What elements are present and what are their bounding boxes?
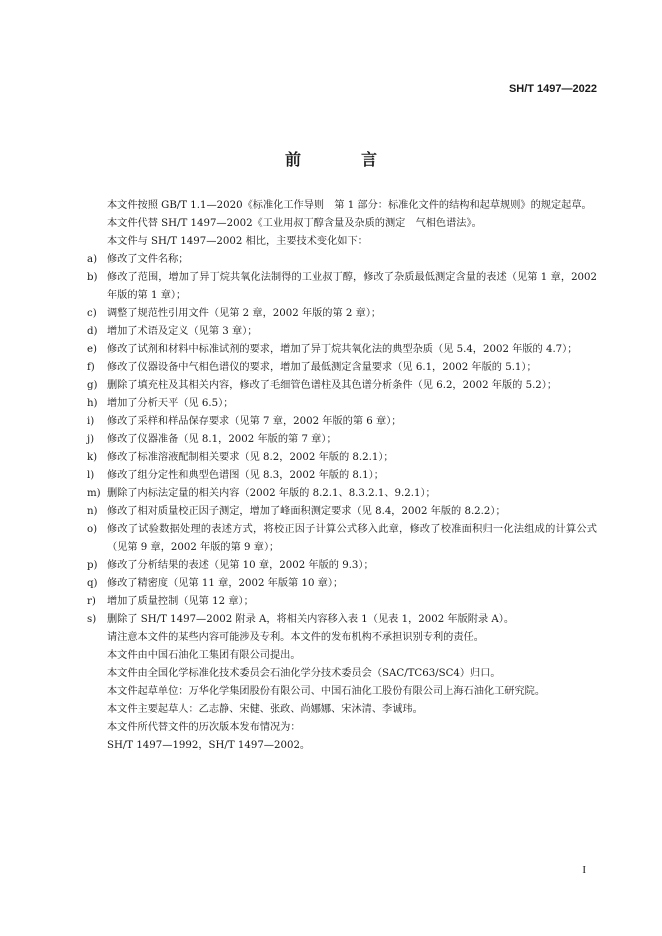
change-item <box>87 377 597 395</box>
change-item <box>87 593 597 611</box>
paragraph-replaces: 本文件代替 SH/T 1497—2002《工业用叔丁醇含量及杂质的测定 气相色谱法》。 <box>107 218 482 229</box>
item-marker: l) <box>87 470 95 481</box>
centralizer-statement: 本文件由全国化学标准化技术委员会石油化学分技术委员会（SAC/TC63/SC4）归口。 <box>107 668 501 679</box>
item-marker: p) <box>87 560 98 571</box>
item-marker: d) <box>87 326 98 337</box>
item-text: 修改了分析结果的表述（见第 10 章，2002 年版的 9.3）； <box>107 560 374 571</box>
paragraph-changes-intro: 本文件与 SH/T 1497—2002 相比，主要技术变化如下： <box>107 236 368 247</box>
change-item <box>87 305 597 323</box>
item-text: 删除了 SH/T 1497—2002 附录 A，将相关内容移入表 1（见表 1，2002 年版附录 A）。 <box>107 614 515 625</box>
change-item <box>87 395 597 413</box>
item-text: 修改了试验数据处理的表述方式，将校正因子计算公式移入此章，修改了校准面积归一化法组成的计算公式（见第 9 章，2002 年版的第 9 章）； <box>107 524 597 553</box>
item-text: 修改了采样和样品保存要求（见第 7 章，2002 年版的第 6 章）； <box>107 416 402 427</box>
item-marker: c) <box>87 308 97 319</box>
history-intro: 本文件所代替文件的历次版本发布情况为： <box>107 722 301 733</box>
item-text: 修改了精密度（见第 11 章，2002 年版第 10 章）； <box>107 578 344 589</box>
item-text: 增加了质量控制（见第 12 章）； <box>107 596 254 607</box>
item-marker: e) <box>87 344 98 355</box>
item-marker: i) <box>87 416 95 427</box>
standard-code: SH/T 1497—2022 <box>508 83 597 95</box>
page-title: 前 言 <box>284 150 399 169</box>
item-text: 删除了内标法定量的相关内容（2002 年版的 8.2.1、8.3.2.1、9.2.1）； <box>107 488 436 499</box>
item-text: 修改了组分定性和典型色谱图（见 8.3，2002 年版的 8.1）； <box>107 470 384 481</box>
item-marker: k) <box>87 452 98 463</box>
foreword-body <box>87 197 597 755</box>
item-text: 增加了术语及定义（见第 3 章）； <box>107 326 258 337</box>
change-item <box>87 359 597 377</box>
item-text: 修改了标准溶液配制相关要求（见 8.2，2002 年版的 8.2.1）； <box>107 452 394 463</box>
change-item <box>87 503 597 521</box>
item-marker: j) <box>87 434 95 445</box>
item-marker: n) <box>87 506 98 517</box>
item-text: 修改了试剂和材料中标准试剂的要求，增加了异丁烷共氧化法的典型杂质（见 5.4，2002 年版的 4.7）； <box>107 344 578 355</box>
proposer-statement: 本文件由中国石油化工集团有限公司提出。 <box>107 650 301 661</box>
item-marker: s) <box>87 614 97 625</box>
page-number: I <box>582 864 586 876</box>
item-marker: m) <box>87 488 101 499</box>
item-marker: b) <box>87 272 98 283</box>
history-versions: SH/T 1497—1992，SH/T 1497—2002。 <box>107 740 311 751</box>
change-item <box>87 449 597 467</box>
item-marker: q) <box>87 578 98 589</box>
item-text: 调整了规范性引用文件（见第 2 章，2002 年版的第 2 章）； <box>107 308 382 319</box>
item-text: 删除了填充柱及其相关内容，修改了毛细管色谱柱及其色谱分析条件（见 6.2，2002 年版的 5.2）； <box>107 380 558 391</box>
change-item <box>87 341 597 359</box>
paragraph-drafting-rules: 本文件按照 GB/T 1.1—2020《标准化工作导则 第 1 部分：标准化文件的结构和起草规则》的规定起草。 <box>107 200 592 211</box>
item-marker: r) <box>87 596 96 607</box>
change-item <box>87 431 597 449</box>
change-item <box>87 575 597 593</box>
item-marker: h) <box>87 398 98 409</box>
drafting-units: 本文件起草单位：万华化学集团股份有限公司、中国石油化工股份有限公司上海石油化工研究院。 <box>107 686 546 697</box>
item-text: 修改了仪器准备（见 8.1，2002 年版的第 7 章）； <box>107 434 337 445</box>
change-item <box>87 269 597 305</box>
main-drafters: 本文件主要起草人：乙志静、宋健、张政、尚娜娜、宋沐清、李诚玮。 <box>107 704 423 715</box>
changes-list <box>87 251 597 629</box>
item-text: 修改了文件名称； <box>107 254 189 265</box>
change-item <box>87 557 597 575</box>
item-marker: f) <box>87 362 95 373</box>
item-text: 修改了仪器设备中气相色谱仪的要求，增加了最低测定含量要求（见 6.1，2002 年版的 5.1）； <box>107 362 537 373</box>
change-item <box>87 485 597 503</box>
change-item <box>87 467 597 485</box>
change-item <box>87 611 597 629</box>
item-marker: g) <box>87 380 98 391</box>
change-item <box>87 251 597 269</box>
change-item <box>87 521 597 557</box>
item-marker: o) <box>87 524 98 535</box>
patent-notice: 请注意本文件的某些内容可能涉及专利。本文件的发布机构不承担识别专利的责任。 <box>107 632 484 643</box>
item-marker: a) <box>87 254 98 265</box>
item-text: 修改了范围，增加了异丁烷共氧化法制得的工业叔丁醇，修改了杂质最低测定含量的表述（见第 1 章，2002 年版的第 1 章）； <box>107 272 597 301</box>
item-text: 增加了分析天平（见 6.5）； <box>107 398 234 409</box>
change-item <box>87 413 597 431</box>
item-text: 修改了相对质量校正因子测定，增加了峰面积测定要求（见 8.4，2002 年版的 8.2.2）； <box>107 506 506 517</box>
change-item <box>87 323 597 341</box>
